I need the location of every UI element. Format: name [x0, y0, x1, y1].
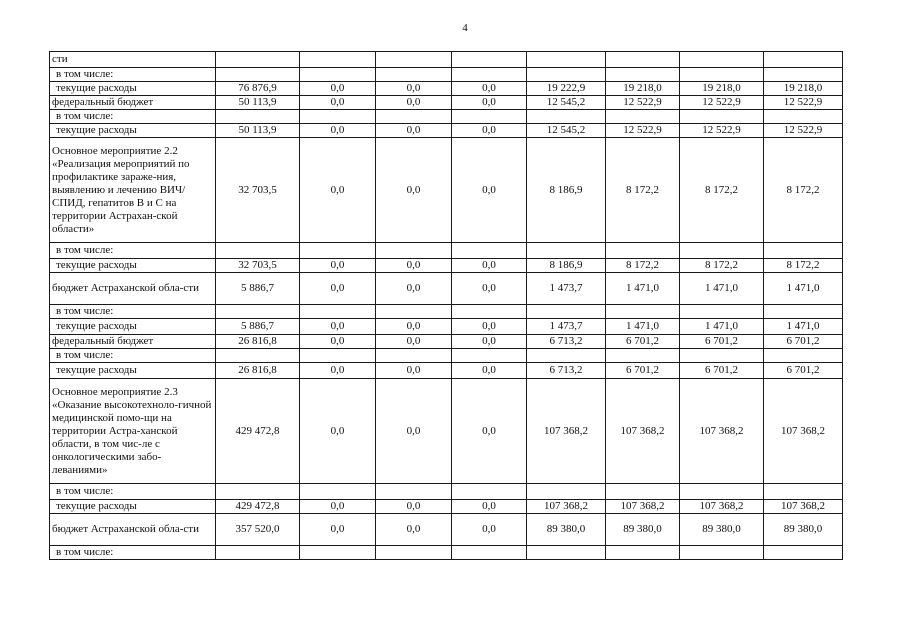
row-label: в том числе:	[50, 243, 216, 259]
table-row	[50, 335, 843, 349]
value-cell: 50 113,9	[216, 124, 300, 138]
value-cell	[452, 68, 527, 82]
value-cell	[680, 68, 764, 82]
row-label: бюджет Астраханской обла-сти	[50, 514, 216, 546]
table-row	[50, 319, 843, 335]
value-cell	[606, 110, 680, 124]
value-cell	[680, 243, 764, 259]
row-label: в том числе:	[50, 546, 216, 560]
value-cell	[606, 305, 680, 319]
value-cell	[764, 484, 843, 500]
value-cell: 0,0	[300, 379, 376, 484]
value-cell: 0,0	[452, 335, 527, 349]
row-label: федеральный бюджет	[50, 335, 216, 349]
value-cell	[527, 68, 606, 82]
value-cell: 0,0	[376, 514, 452, 546]
row-label: текущие расходы	[50, 259, 216, 273]
row-label: текущие расходы	[50, 82, 216, 96]
value-cell	[606, 484, 680, 500]
value-cell	[606, 68, 680, 82]
value-cell	[680, 110, 764, 124]
value-cell	[527, 484, 606, 500]
value-cell: 0,0	[300, 259, 376, 273]
value-cell	[300, 484, 376, 500]
value-cell	[300, 52, 376, 68]
value-cell: 19 218,0	[764, 82, 843, 96]
value-cell	[216, 349, 300, 363]
value-cell	[300, 546, 376, 560]
value-cell: 12 545,2	[527, 96, 606, 110]
value-cell: 12 522,9	[680, 124, 764, 138]
value-cell	[527, 546, 606, 560]
value-cell: 26 816,8	[216, 363, 300, 379]
row-label: бюджет Астраханской обла-сти	[50, 273, 216, 305]
value-cell: 6 713,2	[527, 363, 606, 379]
value-cell	[680, 484, 764, 500]
value-cell: 89 380,0	[527, 514, 606, 546]
value-cell: 1 471,0	[680, 319, 764, 335]
value-cell	[680, 349, 764, 363]
value-cell	[764, 546, 843, 560]
value-cell: 1 473,7	[527, 319, 606, 335]
value-cell	[606, 243, 680, 259]
value-cell	[764, 110, 843, 124]
value-cell	[606, 52, 680, 68]
table-row	[50, 52, 843, 68]
value-cell: 0,0	[452, 273, 527, 305]
value-cell: 0,0	[300, 363, 376, 379]
value-cell: 0,0	[300, 82, 376, 96]
value-cell: 0,0	[452, 82, 527, 96]
value-cell: 89 380,0	[680, 514, 764, 546]
row-label: Основное мероприятие 2.2 «Реализация мероприятий по профилактике зараже-ния, выявлению и лечению ВИЧ/СПИД, гепатитов В и С на территории Астрахан-ской области»	[50, 138, 216, 243]
table-row	[50, 305, 843, 319]
value-cell: 0,0	[376, 500, 452, 514]
value-cell	[764, 349, 843, 363]
value-cell: 0,0	[376, 96, 452, 110]
value-cell: 6 701,2	[680, 363, 764, 379]
value-cell	[376, 349, 452, 363]
table-row	[50, 82, 843, 96]
value-cell: 1 471,0	[606, 273, 680, 305]
value-cell	[216, 546, 300, 560]
value-cell: 107 368,2	[764, 500, 843, 514]
value-cell	[764, 68, 843, 82]
value-cell: 0,0	[376, 335, 452, 349]
value-cell: 8 172,2	[764, 259, 843, 273]
row-label: текущие расходы	[50, 363, 216, 379]
value-cell: 89 380,0	[606, 514, 680, 546]
row-label: в том числе:	[50, 305, 216, 319]
value-cell: 0,0	[452, 514, 527, 546]
table-row	[50, 110, 843, 124]
value-cell: 6 701,2	[764, 335, 843, 349]
value-cell: 12 545,2	[527, 124, 606, 138]
value-cell: 107 368,2	[606, 379, 680, 484]
value-cell: 6 701,2	[606, 335, 680, 349]
table-row	[50, 514, 843, 546]
value-cell: 0,0	[452, 363, 527, 379]
value-cell: 1 471,0	[606, 319, 680, 335]
value-cell: 107 368,2	[680, 379, 764, 484]
value-cell: 0,0	[452, 319, 527, 335]
value-cell: 1 471,0	[764, 273, 843, 305]
table-row	[50, 243, 843, 259]
value-cell	[300, 110, 376, 124]
value-cell: 107 368,2	[606, 500, 680, 514]
value-cell	[527, 349, 606, 363]
value-cell	[300, 68, 376, 82]
value-cell	[376, 52, 452, 68]
value-cell: 0,0	[300, 500, 376, 514]
value-cell: 0,0	[452, 96, 527, 110]
value-cell	[216, 68, 300, 82]
value-cell	[216, 305, 300, 319]
value-cell	[376, 243, 452, 259]
value-cell	[216, 484, 300, 500]
value-cell	[452, 52, 527, 68]
value-cell	[452, 349, 527, 363]
value-cell: 6 701,2	[764, 363, 843, 379]
value-cell	[452, 110, 527, 124]
table-row	[50, 349, 843, 363]
value-cell: 8 172,2	[680, 259, 764, 273]
value-cell: 107 368,2	[764, 379, 843, 484]
value-cell: 0,0	[376, 124, 452, 138]
value-cell: 107 368,2	[527, 500, 606, 514]
value-cell: 12 522,9	[680, 96, 764, 110]
value-cell: 12 522,9	[606, 96, 680, 110]
value-cell: 19 218,0	[680, 82, 764, 96]
table-row	[50, 379, 843, 484]
row-label: текущие расходы	[50, 500, 216, 514]
value-cell	[300, 349, 376, 363]
value-cell: 0,0	[376, 273, 452, 305]
page-number: 4	[462, 22, 468, 34]
row-label: сти	[50, 52, 216, 68]
budget-table	[49, 51, 843, 560]
value-cell: 89 380,0	[764, 514, 843, 546]
value-cell: 0,0	[376, 379, 452, 484]
value-cell	[452, 305, 527, 319]
value-cell: 0,0	[452, 259, 527, 273]
value-cell: 8 172,2	[606, 259, 680, 273]
value-cell	[216, 243, 300, 259]
value-cell: 0,0	[452, 379, 527, 484]
value-cell: 0,0	[376, 319, 452, 335]
value-cell: 107 368,2	[527, 379, 606, 484]
value-cell	[300, 243, 376, 259]
value-cell	[606, 349, 680, 363]
table-row	[50, 500, 843, 514]
value-cell: 5 886,7	[216, 319, 300, 335]
table-row	[50, 96, 843, 110]
value-cell: 1 473,7	[527, 273, 606, 305]
row-label: в том числе:	[50, 349, 216, 363]
table-row	[50, 484, 843, 500]
value-cell	[452, 484, 527, 500]
value-cell: 0,0	[376, 259, 452, 273]
value-cell: 1 471,0	[680, 273, 764, 305]
value-cell: 0,0	[300, 273, 376, 305]
value-cell	[376, 546, 452, 560]
value-cell	[216, 110, 300, 124]
value-cell: 32 703,5	[216, 138, 300, 243]
value-cell: 0,0	[300, 319, 376, 335]
value-cell: 8 186,9	[527, 138, 606, 243]
value-cell	[452, 243, 527, 259]
value-cell	[527, 243, 606, 259]
row-label: текущие расходы	[50, 124, 216, 138]
value-cell	[300, 305, 376, 319]
value-cell	[376, 110, 452, 124]
value-cell: 0,0	[300, 96, 376, 110]
value-cell: 50 113,9	[216, 96, 300, 110]
value-cell: 0,0	[300, 514, 376, 546]
value-cell	[527, 305, 606, 319]
row-label: Основное мероприятие 2.3 «Оказание высокотехноло-гичной медицинской помо-щи на территории Астра-ханской области, в том чис-ле с онкологическими забо-леваниями»	[50, 379, 216, 484]
value-cell	[764, 52, 843, 68]
value-cell	[216, 52, 300, 68]
row-label: в том числе:	[50, 484, 216, 500]
value-cell: 5 886,7	[216, 273, 300, 305]
value-cell: 8 172,2	[606, 138, 680, 243]
value-cell: 76 876,9	[216, 82, 300, 96]
value-cell: 0,0	[376, 363, 452, 379]
value-cell: 0,0	[452, 138, 527, 243]
value-cell	[452, 546, 527, 560]
value-cell	[764, 305, 843, 319]
row-label: в том числе:	[50, 110, 216, 124]
value-cell	[527, 52, 606, 68]
value-cell: 0,0	[300, 124, 376, 138]
table-row	[50, 546, 843, 560]
table-row	[50, 124, 843, 138]
value-cell: 429 472,8	[216, 500, 300, 514]
value-cell: 357 520,0	[216, 514, 300, 546]
value-cell: 8 172,2	[680, 138, 764, 243]
value-cell: 107 368,2	[680, 500, 764, 514]
table-row	[50, 259, 843, 273]
value-cell: 8 172,2	[764, 138, 843, 243]
value-cell: 0,0	[300, 335, 376, 349]
value-cell: 12 522,9	[764, 124, 843, 138]
value-cell	[680, 546, 764, 560]
row-label: федеральный бюджет	[50, 96, 216, 110]
row-label: в том числе:	[50, 68, 216, 82]
value-cell: 32 703,5	[216, 259, 300, 273]
value-cell	[764, 243, 843, 259]
value-cell: 0,0	[452, 500, 527, 514]
value-cell: 6 701,2	[606, 363, 680, 379]
table-row	[50, 138, 843, 243]
row-label: текущие расходы	[50, 319, 216, 335]
value-cell: 0,0	[452, 124, 527, 138]
value-cell	[680, 52, 764, 68]
value-cell: 19 218,0	[606, 82, 680, 96]
value-cell: 26 816,8	[216, 335, 300, 349]
value-cell: 19 222,9	[527, 82, 606, 96]
table-row	[50, 363, 843, 379]
value-cell	[527, 110, 606, 124]
value-cell	[606, 546, 680, 560]
table-row	[50, 68, 843, 82]
value-cell	[376, 305, 452, 319]
value-cell: 0,0	[300, 138, 376, 243]
value-cell: 6 701,2	[680, 335, 764, 349]
value-cell: 12 522,9	[764, 96, 843, 110]
value-cell	[376, 68, 452, 82]
value-cell	[376, 484, 452, 500]
value-cell: 12 522,9	[606, 124, 680, 138]
value-cell: 0,0	[376, 138, 452, 243]
table-row	[50, 273, 843, 305]
value-cell: 0,0	[376, 82, 452, 96]
value-cell: 1 471,0	[764, 319, 843, 335]
value-cell: 429 472,8	[216, 379, 300, 484]
value-cell: 8 186,9	[527, 259, 606, 273]
value-cell	[680, 305, 764, 319]
value-cell: 6 713,2	[527, 335, 606, 349]
